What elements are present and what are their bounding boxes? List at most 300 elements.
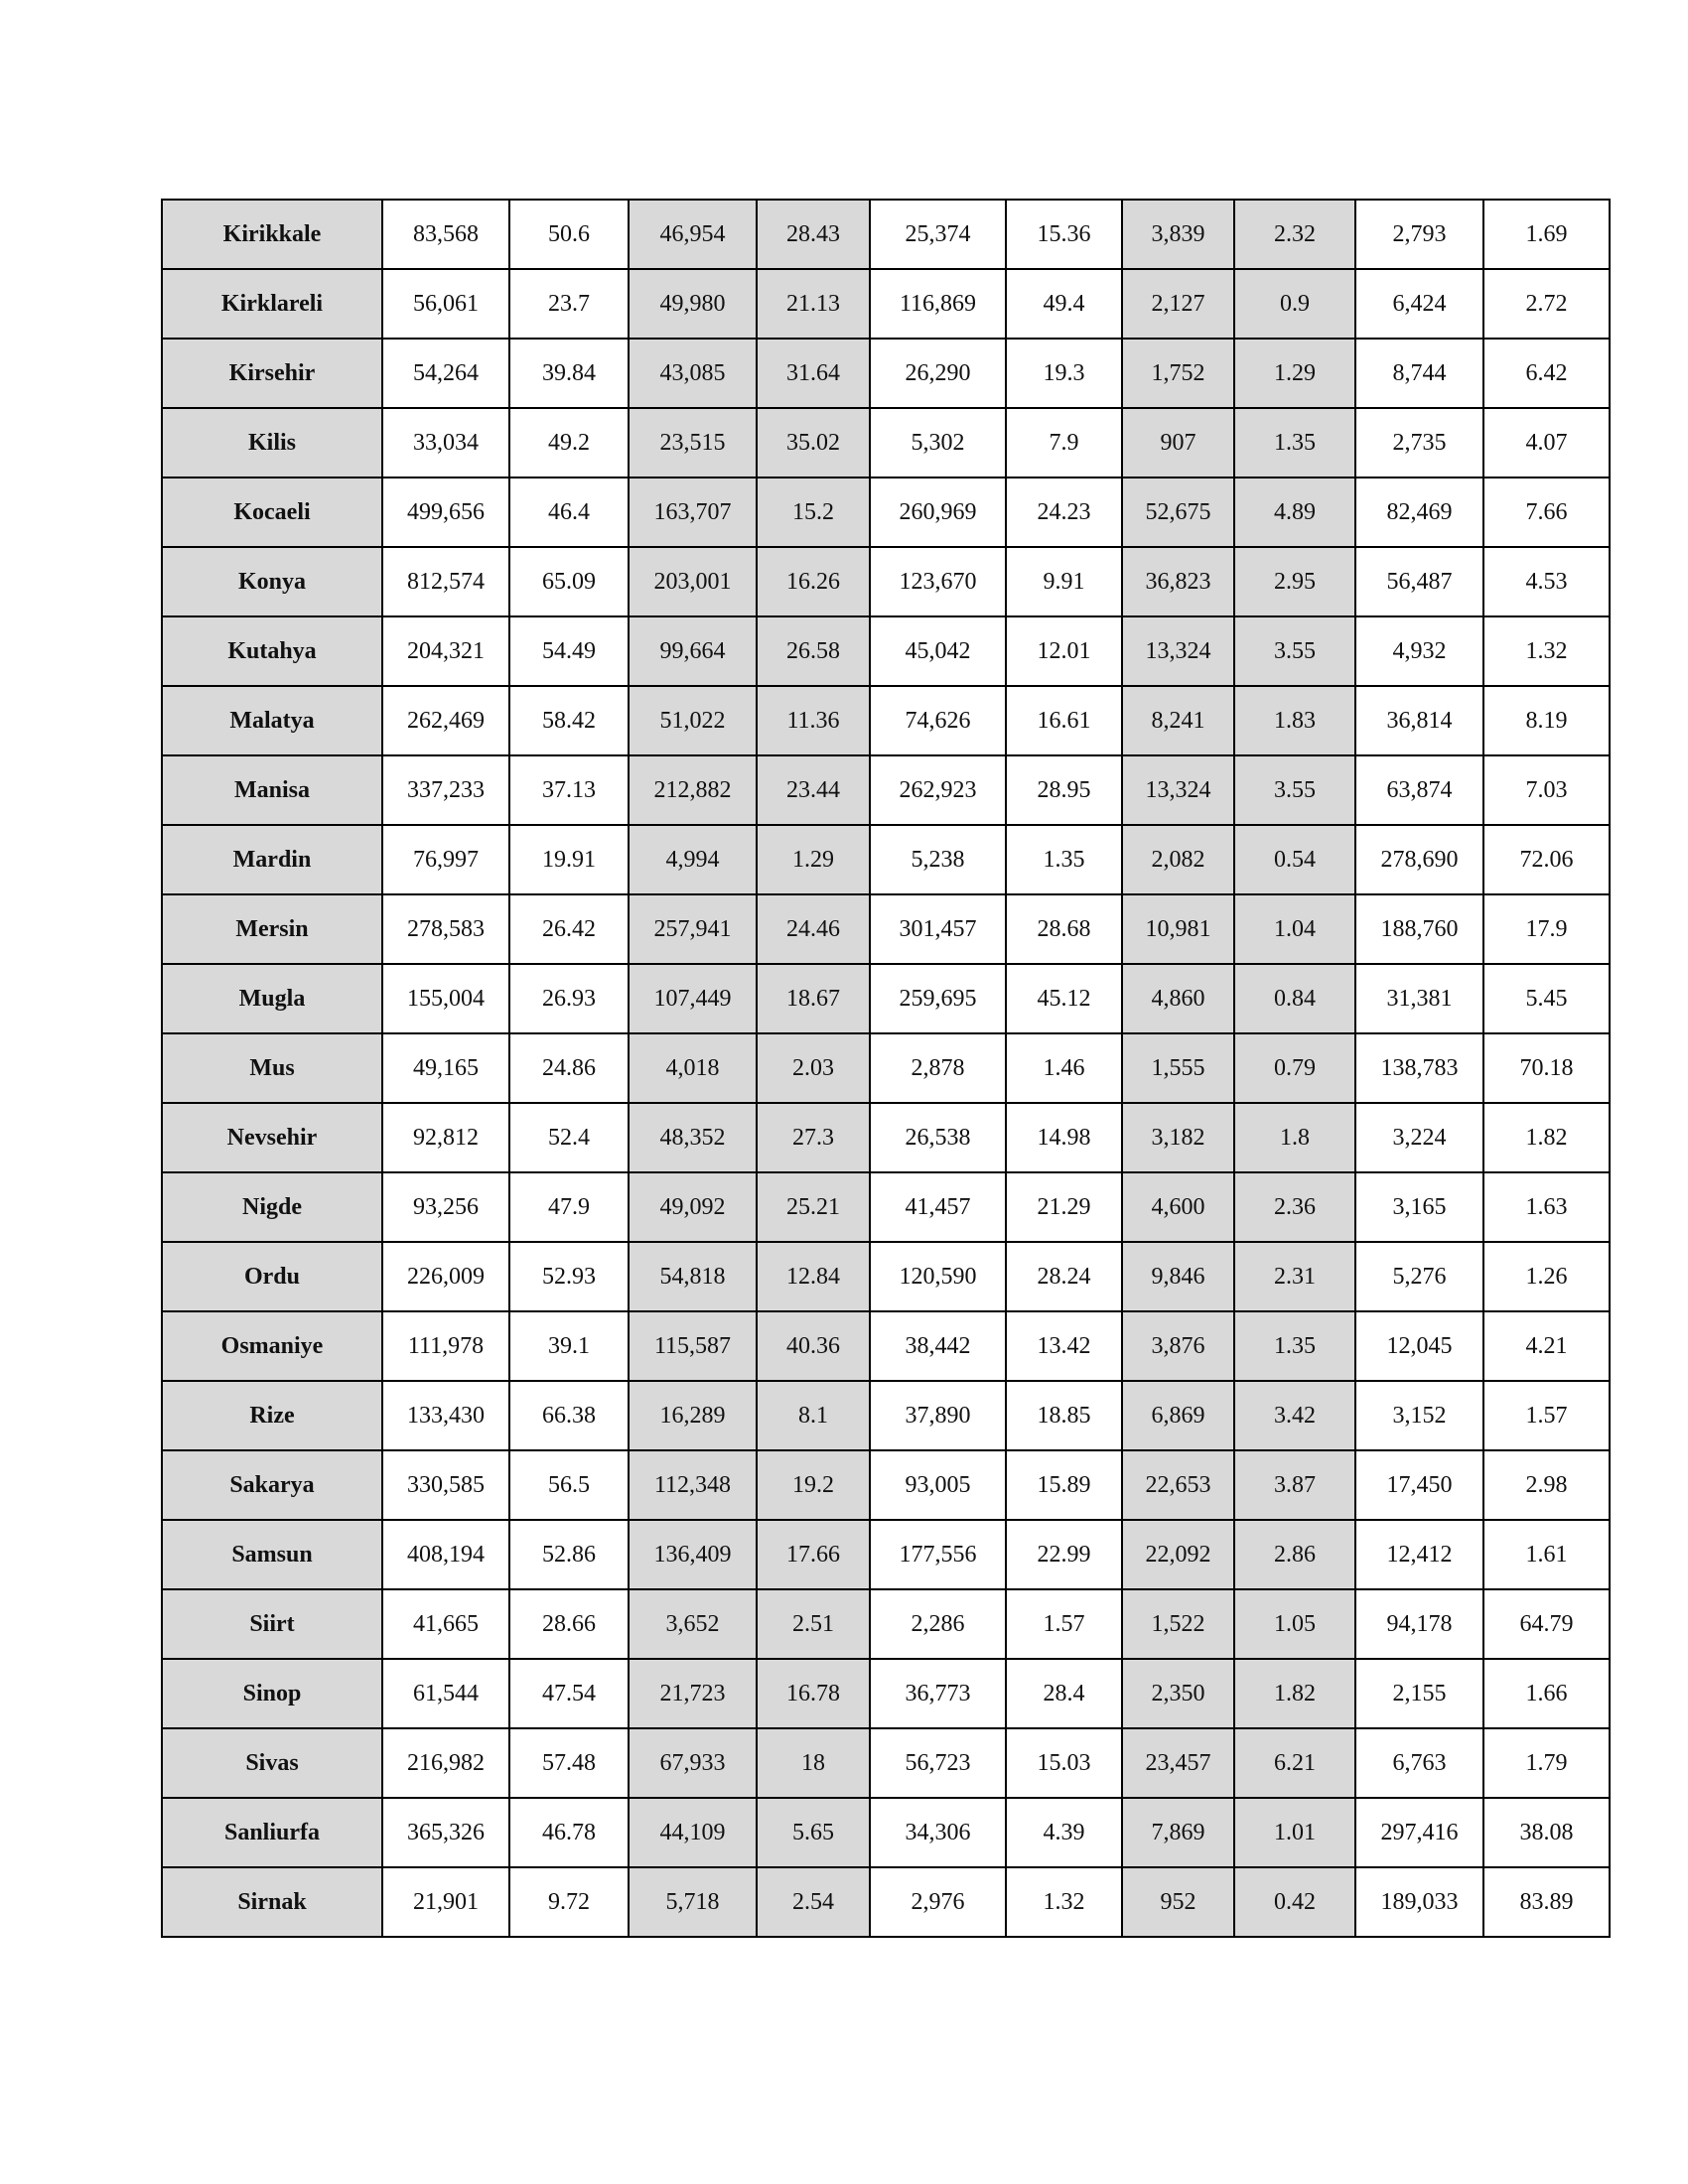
table-row	[162, 755, 1610, 825]
table-cell-value-col7: 3,876	[1122, 1311, 1234, 1381]
table-cell-percent-col4: 12.84	[757, 1242, 870, 1311]
table-cell-value-col3: 51,022	[629, 686, 757, 755]
table-cell-percent-col8: 1.04	[1234, 894, 1355, 964]
table-cell-percent-col6: 28.24	[1006, 1242, 1122, 1311]
table-cell-percent-col10: 1.69	[1483, 200, 1610, 269]
table-cell-value-col9: 17,450	[1355, 1450, 1483, 1520]
table-cell-percent-col10: 72.06	[1483, 825, 1610, 894]
table-cell-percent-col2: 52.86	[509, 1520, 629, 1589]
table-cell-percent-col10: 2.98	[1483, 1450, 1610, 1520]
table-cell-value-col3: 163,707	[629, 478, 757, 547]
table-cell-percent-col10: 64.79	[1483, 1589, 1610, 1659]
table-cell-value-col1: 133,430	[382, 1381, 509, 1450]
table-cell-percent-col8: 2.32	[1234, 200, 1355, 269]
table-cell-percent-col10: 17.9	[1483, 894, 1610, 964]
province-name-cell: Kirsehir	[162, 339, 382, 408]
table-cell-value-col1: 499,656	[382, 478, 509, 547]
table-row	[162, 269, 1610, 339]
table-cell-percent-col6: 28.4	[1006, 1659, 1122, 1728]
province-name-cell: Mus	[162, 1033, 382, 1103]
table-cell-value-col5: 123,670	[870, 547, 1006, 616]
province-name-cell: Nevsehir	[162, 1103, 382, 1172]
table-cell-value-col7: 7,869	[1122, 1798, 1234, 1867]
table-cell-percent-col6: 49.4	[1006, 269, 1122, 339]
table-cell-value-col5: 56,723	[870, 1728, 1006, 1798]
table-cell-value-col1: 76,997	[382, 825, 509, 894]
table-cell-value-col5: 34,306	[870, 1798, 1006, 1867]
table-cell-value-col7: 2,127	[1122, 269, 1234, 339]
table-cell-percent-col2: 46.78	[509, 1798, 629, 1867]
table-row	[162, 1728, 1610, 1798]
table-cell-value-col7: 2,082	[1122, 825, 1234, 894]
table-cell-value-col5: 74,626	[870, 686, 1006, 755]
province-name-cell: Sinop	[162, 1659, 382, 1728]
table-cell-percent-col10: 8.19	[1483, 686, 1610, 755]
table-cell-percent-col4: 2.54	[757, 1867, 870, 1937]
table-cell-percent-col4: 31.64	[757, 339, 870, 408]
table-cell-value-col3: 112,348	[629, 1450, 757, 1520]
table-cell-value-col9: 56,487	[1355, 547, 1483, 616]
table-cell-percent-col6: 21.29	[1006, 1172, 1122, 1242]
table-cell-value-col3: 44,109	[629, 1798, 757, 1867]
table-cell-value-col5: 260,969	[870, 478, 1006, 547]
table-cell-value-col9: 8,744	[1355, 339, 1483, 408]
table-cell-value-col1: 337,233	[382, 755, 509, 825]
table-cell-percent-col6: 22.99	[1006, 1520, 1122, 1589]
table-cell-percent-col2: 47.9	[509, 1172, 629, 1242]
province-name-cell: Kilis	[162, 408, 382, 478]
table-cell-percent-col10: 7.03	[1483, 755, 1610, 825]
table-cell-percent-col2: 26.93	[509, 964, 629, 1033]
table-cell-value-col3: 21,723	[629, 1659, 757, 1728]
table-cell-value-col7: 13,324	[1122, 755, 1234, 825]
table-cell-percent-col2: 65.09	[509, 547, 629, 616]
table-cell-percent-col8: 0.9	[1234, 269, 1355, 339]
table-cell-value-col3: 67,933	[629, 1728, 757, 1798]
table-cell-percent-col8: 1.8	[1234, 1103, 1355, 1172]
province-name-cell: Sakarya	[162, 1450, 382, 1520]
table-cell-value-col1: 216,982	[382, 1728, 509, 1798]
table-cell-value-col3: 5,718	[629, 1867, 757, 1937]
table-cell-percent-col2: 47.54	[509, 1659, 629, 1728]
table-cell-percent-col4: 18	[757, 1728, 870, 1798]
table-cell-value-col1: 278,583	[382, 894, 509, 964]
table-row	[162, 1033, 1610, 1103]
table-cell-percent-col2: 9.72	[509, 1867, 629, 1937]
table-cell-value-col9: 138,783	[1355, 1033, 1483, 1103]
table-cell-percent-col2: 39.84	[509, 339, 629, 408]
table-cell-percent-col2: 56.5	[509, 1450, 629, 1520]
table-cell-value-col9: 6,763	[1355, 1728, 1483, 1798]
table-cell-value-col7: 1,522	[1122, 1589, 1234, 1659]
table-cell-percent-col8: 3.55	[1234, 755, 1355, 825]
table-cell-value-col7: 13,324	[1122, 616, 1234, 686]
table-cell-value-col9: 5,276	[1355, 1242, 1483, 1311]
table-cell-percent-col10: 4.53	[1483, 547, 1610, 616]
table-cell-value-col3: 43,085	[629, 339, 757, 408]
table-cell-value-col7: 2,350	[1122, 1659, 1234, 1728]
table-cell-percent-col6: 15.89	[1006, 1450, 1122, 1520]
table-cell-value-col9: 3,165	[1355, 1172, 1483, 1242]
table-cell-percent-col2: 50.6	[509, 200, 629, 269]
table-row	[162, 547, 1610, 616]
table-cell-value-col7: 4,600	[1122, 1172, 1234, 1242]
table-cell-percent-col6: 1.57	[1006, 1589, 1122, 1659]
table-cell-percent-col10: 70.18	[1483, 1033, 1610, 1103]
table-cell-value-col1: 365,326	[382, 1798, 509, 1867]
province-name-cell: Kocaeli	[162, 478, 382, 547]
table-cell-value-col5: 259,695	[870, 964, 1006, 1033]
table-cell-percent-col8: 2.86	[1234, 1520, 1355, 1589]
table-cell-percent-col4: 16.26	[757, 547, 870, 616]
table-cell-percent-col6: 1.32	[1006, 1867, 1122, 1937]
table-cell-value-col9: 12,045	[1355, 1311, 1483, 1381]
province-name-cell: Kirklareli	[162, 269, 382, 339]
table-row	[162, 825, 1610, 894]
table-cell-value-col5: 38,442	[870, 1311, 1006, 1381]
table-cell-value-col5: 36,773	[870, 1659, 1006, 1728]
table-cell-value-col7: 3,839	[1122, 200, 1234, 269]
table-cell-value-col5: 301,457	[870, 894, 1006, 964]
table-cell-percent-col4: 26.58	[757, 616, 870, 686]
table-cell-percent-col6: 7.9	[1006, 408, 1122, 478]
table-cell-value-col7: 9,846	[1122, 1242, 1234, 1311]
province-name-cell: Mugla	[162, 964, 382, 1033]
table-cell-value-col9: 3,224	[1355, 1103, 1483, 1172]
table-cell-percent-col4: 27.3	[757, 1103, 870, 1172]
table-cell-percent-col6: 1.46	[1006, 1033, 1122, 1103]
table-cell-percent-col4: 18.67	[757, 964, 870, 1033]
table-cell-value-col3: 4,994	[629, 825, 757, 894]
province-name-cell: Manisa	[162, 755, 382, 825]
table-cell-percent-col2: 19.91	[509, 825, 629, 894]
table-cell-percent-col4: 35.02	[757, 408, 870, 478]
table-cell-percent-col10: 1.32	[1483, 616, 1610, 686]
table-cell-percent-col8: 1.83	[1234, 686, 1355, 755]
table-row	[162, 686, 1610, 755]
table-cell-value-col9: 188,760	[1355, 894, 1483, 964]
table-cell-value-col1: 83,568	[382, 200, 509, 269]
province-name-cell: Mardin	[162, 825, 382, 894]
province-name-cell: Mersin	[162, 894, 382, 964]
table-cell-value-col3: 16,289	[629, 1381, 757, 1450]
table-cell-value-col7: 3,182	[1122, 1103, 1234, 1172]
table-cell-value-col3: 54,818	[629, 1242, 757, 1311]
table-cell-percent-col2: 28.66	[509, 1589, 629, 1659]
table-row	[162, 339, 1610, 408]
table-cell-percent-col10: 5.45	[1483, 964, 1610, 1033]
table-cell-value-col5: 93,005	[870, 1450, 1006, 1520]
table-cell-value-col9: 6,424	[1355, 269, 1483, 339]
table-cell-percent-col10: 1.66	[1483, 1659, 1610, 1728]
table-cell-percent-col10: 1.57	[1483, 1381, 1610, 1450]
table-cell-value-col1: 93,256	[382, 1172, 509, 1242]
table-cell-percent-col10: 1.61	[1483, 1520, 1610, 1589]
table-cell-percent-col2: 52.93	[509, 1242, 629, 1311]
province-name-cell: Osmaniye	[162, 1311, 382, 1381]
table-cell-value-col9: 63,874	[1355, 755, 1483, 825]
table-cell-percent-col8: 0.84	[1234, 964, 1355, 1033]
table-cell-value-col9: 12,412	[1355, 1520, 1483, 1589]
table-cell-percent-col8: 0.79	[1234, 1033, 1355, 1103]
table-cell-value-col1: 61,544	[382, 1659, 509, 1728]
table-cell-value-col9: 3,152	[1355, 1381, 1483, 1450]
table-cell-value-col9: 189,033	[1355, 1867, 1483, 1937]
table-cell-value-col7: 907	[1122, 408, 1234, 478]
table-cell-percent-col4: 2.03	[757, 1033, 870, 1103]
table-row	[162, 1589, 1610, 1659]
table-cell-value-col7: 1,752	[1122, 339, 1234, 408]
table-cell-value-col5: 2,286	[870, 1589, 1006, 1659]
table-cell-value-col9: 297,416	[1355, 1798, 1483, 1867]
table-cell-value-col7: 52,675	[1122, 478, 1234, 547]
table-cell-value-col5: 262,923	[870, 755, 1006, 825]
table-cell-percent-col6: 28.95	[1006, 755, 1122, 825]
table-cell-value-col9: 278,690	[1355, 825, 1483, 894]
table-cell-value-col7: 1,555	[1122, 1033, 1234, 1103]
table-row	[162, 1798, 1610, 1867]
table-cell-value-col5: 5,302	[870, 408, 1006, 478]
table-cell-value-col5: 2,878	[870, 1033, 1006, 1103]
table-cell-percent-col2: 54.49	[509, 616, 629, 686]
table-cell-value-col7: 22,653	[1122, 1450, 1234, 1520]
table-cell-percent-col8: 2.95	[1234, 547, 1355, 616]
table-cell-value-col3: 4,018	[629, 1033, 757, 1103]
table-cell-percent-col10: 4.21	[1483, 1311, 1610, 1381]
table-cell-value-col9: 2,155	[1355, 1659, 1483, 1728]
table-cell-percent-col10: 4.07	[1483, 408, 1610, 478]
table-cell-value-col1: 92,812	[382, 1103, 509, 1172]
table-cell-percent-col10: 7.66	[1483, 478, 1610, 547]
province-name-cell: Samsun	[162, 1520, 382, 1589]
table-cell-value-col3: 136,409	[629, 1520, 757, 1589]
table-cell-value-col5: 26,290	[870, 339, 1006, 408]
table-cell-value-col5: 25,374	[870, 200, 1006, 269]
province-name-cell: Kutahya	[162, 616, 382, 686]
table-cell-value-col5: 26,538	[870, 1103, 1006, 1172]
table-cell-value-col1: 41,665	[382, 1589, 509, 1659]
table-cell-percent-col4: 5.65	[757, 1798, 870, 1867]
table-cell-percent-col4: 8.1	[757, 1381, 870, 1450]
table-cell-percent-col8: 3.42	[1234, 1381, 1355, 1450]
table-cell-percent-col10: 6.42	[1483, 339, 1610, 408]
table-cell-value-col3: 257,941	[629, 894, 757, 964]
table-cell-percent-col6: 28.68	[1006, 894, 1122, 964]
table-cell-percent-col4: 19.2	[757, 1450, 870, 1520]
table-cell-percent-col10: 1.82	[1483, 1103, 1610, 1172]
table-cell-value-col3: 212,882	[629, 755, 757, 825]
table-row	[162, 894, 1610, 964]
table-cell-percent-col4: 2.51	[757, 1589, 870, 1659]
table-cell-percent-col2: 66.38	[509, 1381, 629, 1450]
table-row	[162, 1450, 1610, 1520]
table-cell-percent-col4: 21.13	[757, 269, 870, 339]
table-cell-percent-col6: 14.98	[1006, 1103, 1122, 1172]
table-cell-value-col1: 54,264	[382, 339, 509, 408]
table-cell-percent-col6: 12.01	[1006, 616, 1122, 686]
table-cell-percent-col6: 19.3	[1006, 339, 1122, 408]
table-cell-value-col1: 330,585	[382, 1450, 509, 1520]
table-cell-percent-col4: 24.46	[757, 894, 870, 964]
table-cell-percent-col8: 4.89	[1234, 478, 1355, 547]
table-cell-value-col5: 116,869	[870, 269, 1006, 339]
table-cell-value-col5: 2,976	[870, 1867, 1006, 1937]
table-row	[162, 1867, 1610, 1937]
table-cell-value-col1: 408,194	[382, 1520, 509, 1589]
table-cell-percent-col4: 23.44	[757, 755, 870, 825]
table-cell-value-col9: 2,735	[1355, 408, 1483, 478]
table-cell-percent-col8: 1.82	[1234, 1659, 1355, 1728]
table-row	[162, 1520, 1610, 1589]
table-cell-percent-col2: 39.1	[509, 1311, 629, 1381]
table-cell-value-col7: 6,869	[1122, 1381, 1234, 1450]
table-cell-value-col7: 4,860	[1122, 964, 1234, 1033]
table-cell-value-col1: 155,004	[382, 964, 509, 1033]
table-cell-value-col7: 10,981	[1122, 894, 1234, 964]
table-cell-percent-col8: 2.31	[1234, 1242, 1355, 1311]
table-cell-percent-col2: 23.7	[509, 269, 629, 339]
table-cell-value-col7: 36,823	[1122, 547, 1234, 616]
table-cell-value-col1: 56,061	[382, 269, 509, 339]
table-cell-value-col1: 49,165	[382, 1033, 509, 1103]
table-cell-value-col5: 37,890	[870, 1381, 1006, 1450]
table-cell-value-col1: 812,574	[382, 547, 509, 616]
table-cell-percent-col8: 2.36	[1234, 1172, 1355, 1242]
table-cell-percent-col4: 16.78	[757, 1659, 870, 1728]
table-cell-percent-col8: 1.01	[1234, 1798, 1355, 1867]
table-cell-value-col5: 41,457	[870, 1172, 1006, 1242]
table-cell-percent-col2: 58.42	[509, 686, 629, 755]
table-cell-value-col9: 31,381	[1355, 964, 1483, 1033]
table-cell-value-col9: 4,932	[1355, 616, 1483, 686]
table-cell-value-col3: 107,449	[629, 964, 757, 1033]
province-name-cell: Siirt	[162, 1589, 382, 1659]
table-cell-percent-col6: 45.12	[1006, 964, 1122, 1033]
table-cell-percent-col4: 28.43	[757, 200, 870, 269]
table-cell-percent-col8: 3.55	[1234, 616, 1355, 686]
table-body	[162, 200, 1610, 1937]
province-name-cell: Rize	[162, 1381, 382, 1450]
province-name-cell: Malatya	[162, 686, 382, 755]
table-cell-value-col3: 49,980	[629, 269, 757, 339]
table-cell-percent-col4: 25.21	[757, 1172, 870, 1242]
table-cell-percent-col2: 52.4	[509, 1103, 629, 1172]
table-cell-value-col7: 8,241	[1122, 686, 1234, 755]
table-row	[162, 478, 1610, 547]
table-cell-percent-col6: 9.91	[1006, 547, 1122, 616]
table-cell-percent-col6: 4.39	[1006, 1798, 1122, 1867]
table-cell-value-col5: 177,556	[870, 1520, 1006, 1589]
table-row	[162, 408, 1610, 478]
table-cell-percent-col6: 16.61	[1006, 686, 1122, 755]
province-name-cell: Kirikkale	[162, 200, 382, 269]
table-cell-percent-col10: 83.89	[1483, 1867, 1610, 1937]
table-cell-percent-col6: 13.42	[1006, 1311, 1122, 1381]
province-name-cell: Konya	[162, 547, 382, 616]
table-cell-percent-col2: 37.13	[509, 755, 629, 825]
table-cell-percent-col4: 17.66	[757, 1520, 870, 1589]
province-name-cell: Sirnak	[162, 1867, 382, 1937]
table-cell-value-col5: 5,238	[870, 825, 1006, 894]
table-cell-percent-col8: 1.29	[1234, 339, 1355, 408]
table-cell-percent-col8: 1.35	[1234, 1311, 1355, 1381]
table-cell-percent-col10: 1.63	[1483, 1172, 1610, 1242]
table-cell-percent-col2: 26.42	[509, 894, 629, 964]
province-name-cell: Sanliurfa	[162, 1798, 382, 1867]
province-name-cell: Sivas	[162, 1728, 382, 1798]
table-cell-percent-col10: 2.72	[1483, 269, 1610, 339]
table-cell-value-col5: 120,590	[870, 1242, 1006, 1311]
table-cell-percent-col6: 15.03	[1006, 1728, 1122, 1798]
table-cell-percent-col10: 1.79	[1483, 1728, 1610, 1798]
table-cell-value-col5: 45,042	[870, 616, 1006, 686]
table-cell-value-col7: 22,092	[1122, 1520, 1234, 1589]
table-cell-value-col3: 115,587	[629, 1311, 757, 1381]
table-cell-percent-col2: 57.48	[509, 1728, 629, 1798]
table-row	[162, 1659, 1610, 1728]
table-cell-value-col9: 82,469	[1355, 478, 1483, 547]
table-cell-percent-col4: 1.29	[757, 825, 870, 894]
table-cell-value-col3: 46,954	[629, 200, 757, 269]
table-cell-value-col1: 33,034	[382, 408, 509, 478]
table-cell-percent-col2: 49.2	[509, 408, 629, 478]
table-cell-percent-col8: 1.35	[1234, 408, 1355, 478]
table-cell-percent-col4: 11.36	[757, 686, 870, 755]
table-cell-percent-col8: 0.42	[1234, 1867, 1355, 1937]
table-cell-value-col3: 99,664	[629, 616, 757, 686]
province-name-cell: Ordu	[162, 1242, 382, 1311]
table-cell-value-col1: 262,469	[382, 686, 509, 755]
table-cell-value-col9: 94,178	[1355, 1589, 1483, 1659]
table-cell-value-col3: 49,092	[629, 1172, 757, 1242]
table-cell-value-col9: 36,814	[1355, 686, 1483, 755]
table-row	[162, 616, 1610, 686]
table-row	[162, 200, 1610, 269]
table-cell-value-col3: 203,001	[629, 547, 757, 616]
table-row	[162, 1172, 1610, 1242]
table-cell-percent-col2: 24.86	[509, 1033, 629, 1103]
table-cell-percent-col8: 0.54	[1234, 825, 1355, 894]
table-cell-percent-col6: 1.35	[1006, 825, 1122, 894]
table-cell-percent-col6: 15.36	[1006, 200, 1122, 269]
table-cell-percent-col6: 18.85	[1006, 1381, 1122, 1450]
table-cell-value-col3: 23,515	[629, 408, 757, 478]
table-cell-percent-col6: 24.23	[1006, 478, 1122, 547]
table-cell-percent-col10: 1.26	[1483, 1242, 1610, 1311]
table-row	[162, 1242, 1610, 1311]
table-row	[162, 1311, 1610, 1381]
table-cell-percent-col4: 40.36	[757, 1311, 870, 1381]
table-cell-value-col7: 952	[1122, 1867, 1234, 1937]
table-cell-value-col7: 23,457	[1122, 1728, 1234, 1798]
table-cell-percent-col10: 38.08	[1483, 1798, 1610, 1867]
table-cell-percent-col4: 15.2	[757, 478, 870, 547]
table-row	[162, 964, 1610, 1033]
table-row	[162, 1381, 1610, 1450]
table-cell-percent-col8: 6.21	[1234, 1728, 1355, 1798]
table-cell-percent-col2: 46.4	[509, 478, 629, 547]
table-cell-percent-col8: 1.05	[1234, 1589, 1355, 1659]
table-cell-value-col9: 2,793	[1355, 200, 1483, 269]
table-cell-value-col3: 3,652	[629, 1589, 757, 1659]
province-data-table	[161, 199, 1611, 1938]
province-name-cell: Nigde	[162, 1172, 382, 1242]
table-cell-percent-col8: 3.87	[1234, 1450, 1355, 1520]
table-cell-value-col1: 226,009	[382, 1242, 509, 1311]
table-cell-value-col1: 204,321	[382, 616, 509, 686]
table-cell-value-col1: 111,978	[382, 1311, 509, 1381]
table-cell-value-col1: 21,901	[382, 1867, 509, 1937]
